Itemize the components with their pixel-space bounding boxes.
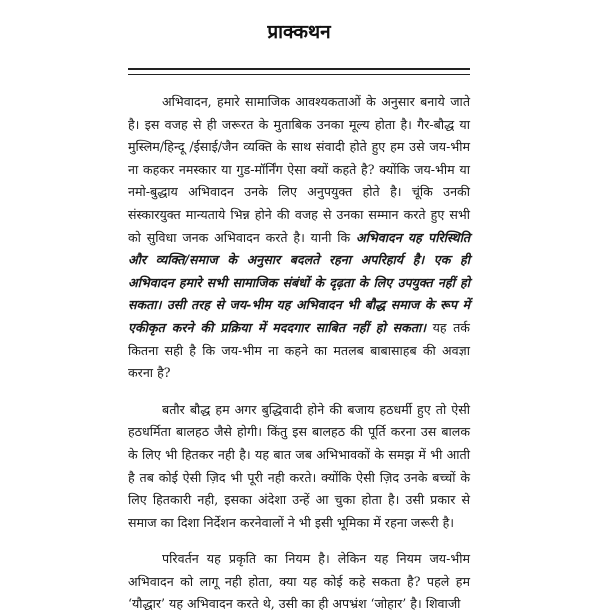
page-title: प्राक्कथन — [267, 21, 331, 43]
text-segment: यह तर्क कितना सही है कि जय-भीम ना कहने का मतलब बाबासाहब की अवज्ञा करना है? — [128, 319, 470, 381]
title-divider — [128, 68, 470, 75]
paragraph — [128, 91, 470, 385]
text-segment: परिवर्तन यह प्रकृति का नियम है। लेकिन यह नियम जय-भीम अभिवादन को लागू नही होता, क्या यह कोई कहे सकता है? पहले हम ‘यौद्धार’ यह अभिवादन करते थे, उसी का ही अपभ्रंश ‘जोहार’ है। शिवाजी — [128, 551, 470, 612]
text-segment: बतौर बौद्ध हम अगर बुद्धिवादी होने की बजाय हठधर्मी हुए तो ऐसी हठधर्मिता बालहठ जैसे होगी। किंतु इस बालहठ की पूर्ति करना उस बालक के लिए भी हितकर नही है। यह बात जब अभिभावकों के समझ में भी आती है तब कोई ऐसी ज़िद भी पूरी नही करते। क्योंकि ऐसी ज़िद उनके बच्चों के लिए हितकारी नही, इसका अंदेशा उन्हें आ चुका होता है। उसी प्रकार से समाज का दिशा निर्देशन करनेवालों ने भी इसी भूमिका में रहना जरूरी है। — [128, 401, 470, 530]
body-text — [128, 91, 470, 616]
text-segment: अभिवादन, हमारे सामाजिक आवश्यकताओं के अनुसार बनाये जाते है। इस वजह से ही जरूरत के मुताबिक उनका मूल्य होता है। गैर-बौद्ध या मुस्लिम/हिन्दू /ईसाई/जैन व्यक्ति के साथ संवादी होते हुए हम उसे जय-भीम ना कहकर नमस्कार या गुड-मॉर्निंग ऐसा क्यों कहते है? क्योंकि जय-भीम या नमो-बुद्धाय अभिवादन उनके लिए अनुपयुक्त होते है। चूंकि उनकी संस्कारयुक्त मान्यताये भिन्न होने की वजह से उनका सम्मान करते हुए सभी को सुविधा जनक अभिवादन करते है। यानी कि — [128, 94, 470, 245]
emphasized-text: अभिवादन यह परिस्थिति और व्यक्ति/समाज के अनुसार बदलते रहना अपरिहार्य है। एक ही अभिवादन हमारे सभी सामाजिक संबंधों के दृढ़ता के लिए उपयुक्त नहीं हो सकता। उसी तरह से जय-भीम यह अभिवादन भी बौद्ध समाज के रूप में एकीकृत करने की प्रक्रिया में मददगार साबित नहीं हो सकता। — [128, 229, 471, 335]
paragraph — [128, 548, 470, 616]
paragraph — [128, 399, 470, 535]
